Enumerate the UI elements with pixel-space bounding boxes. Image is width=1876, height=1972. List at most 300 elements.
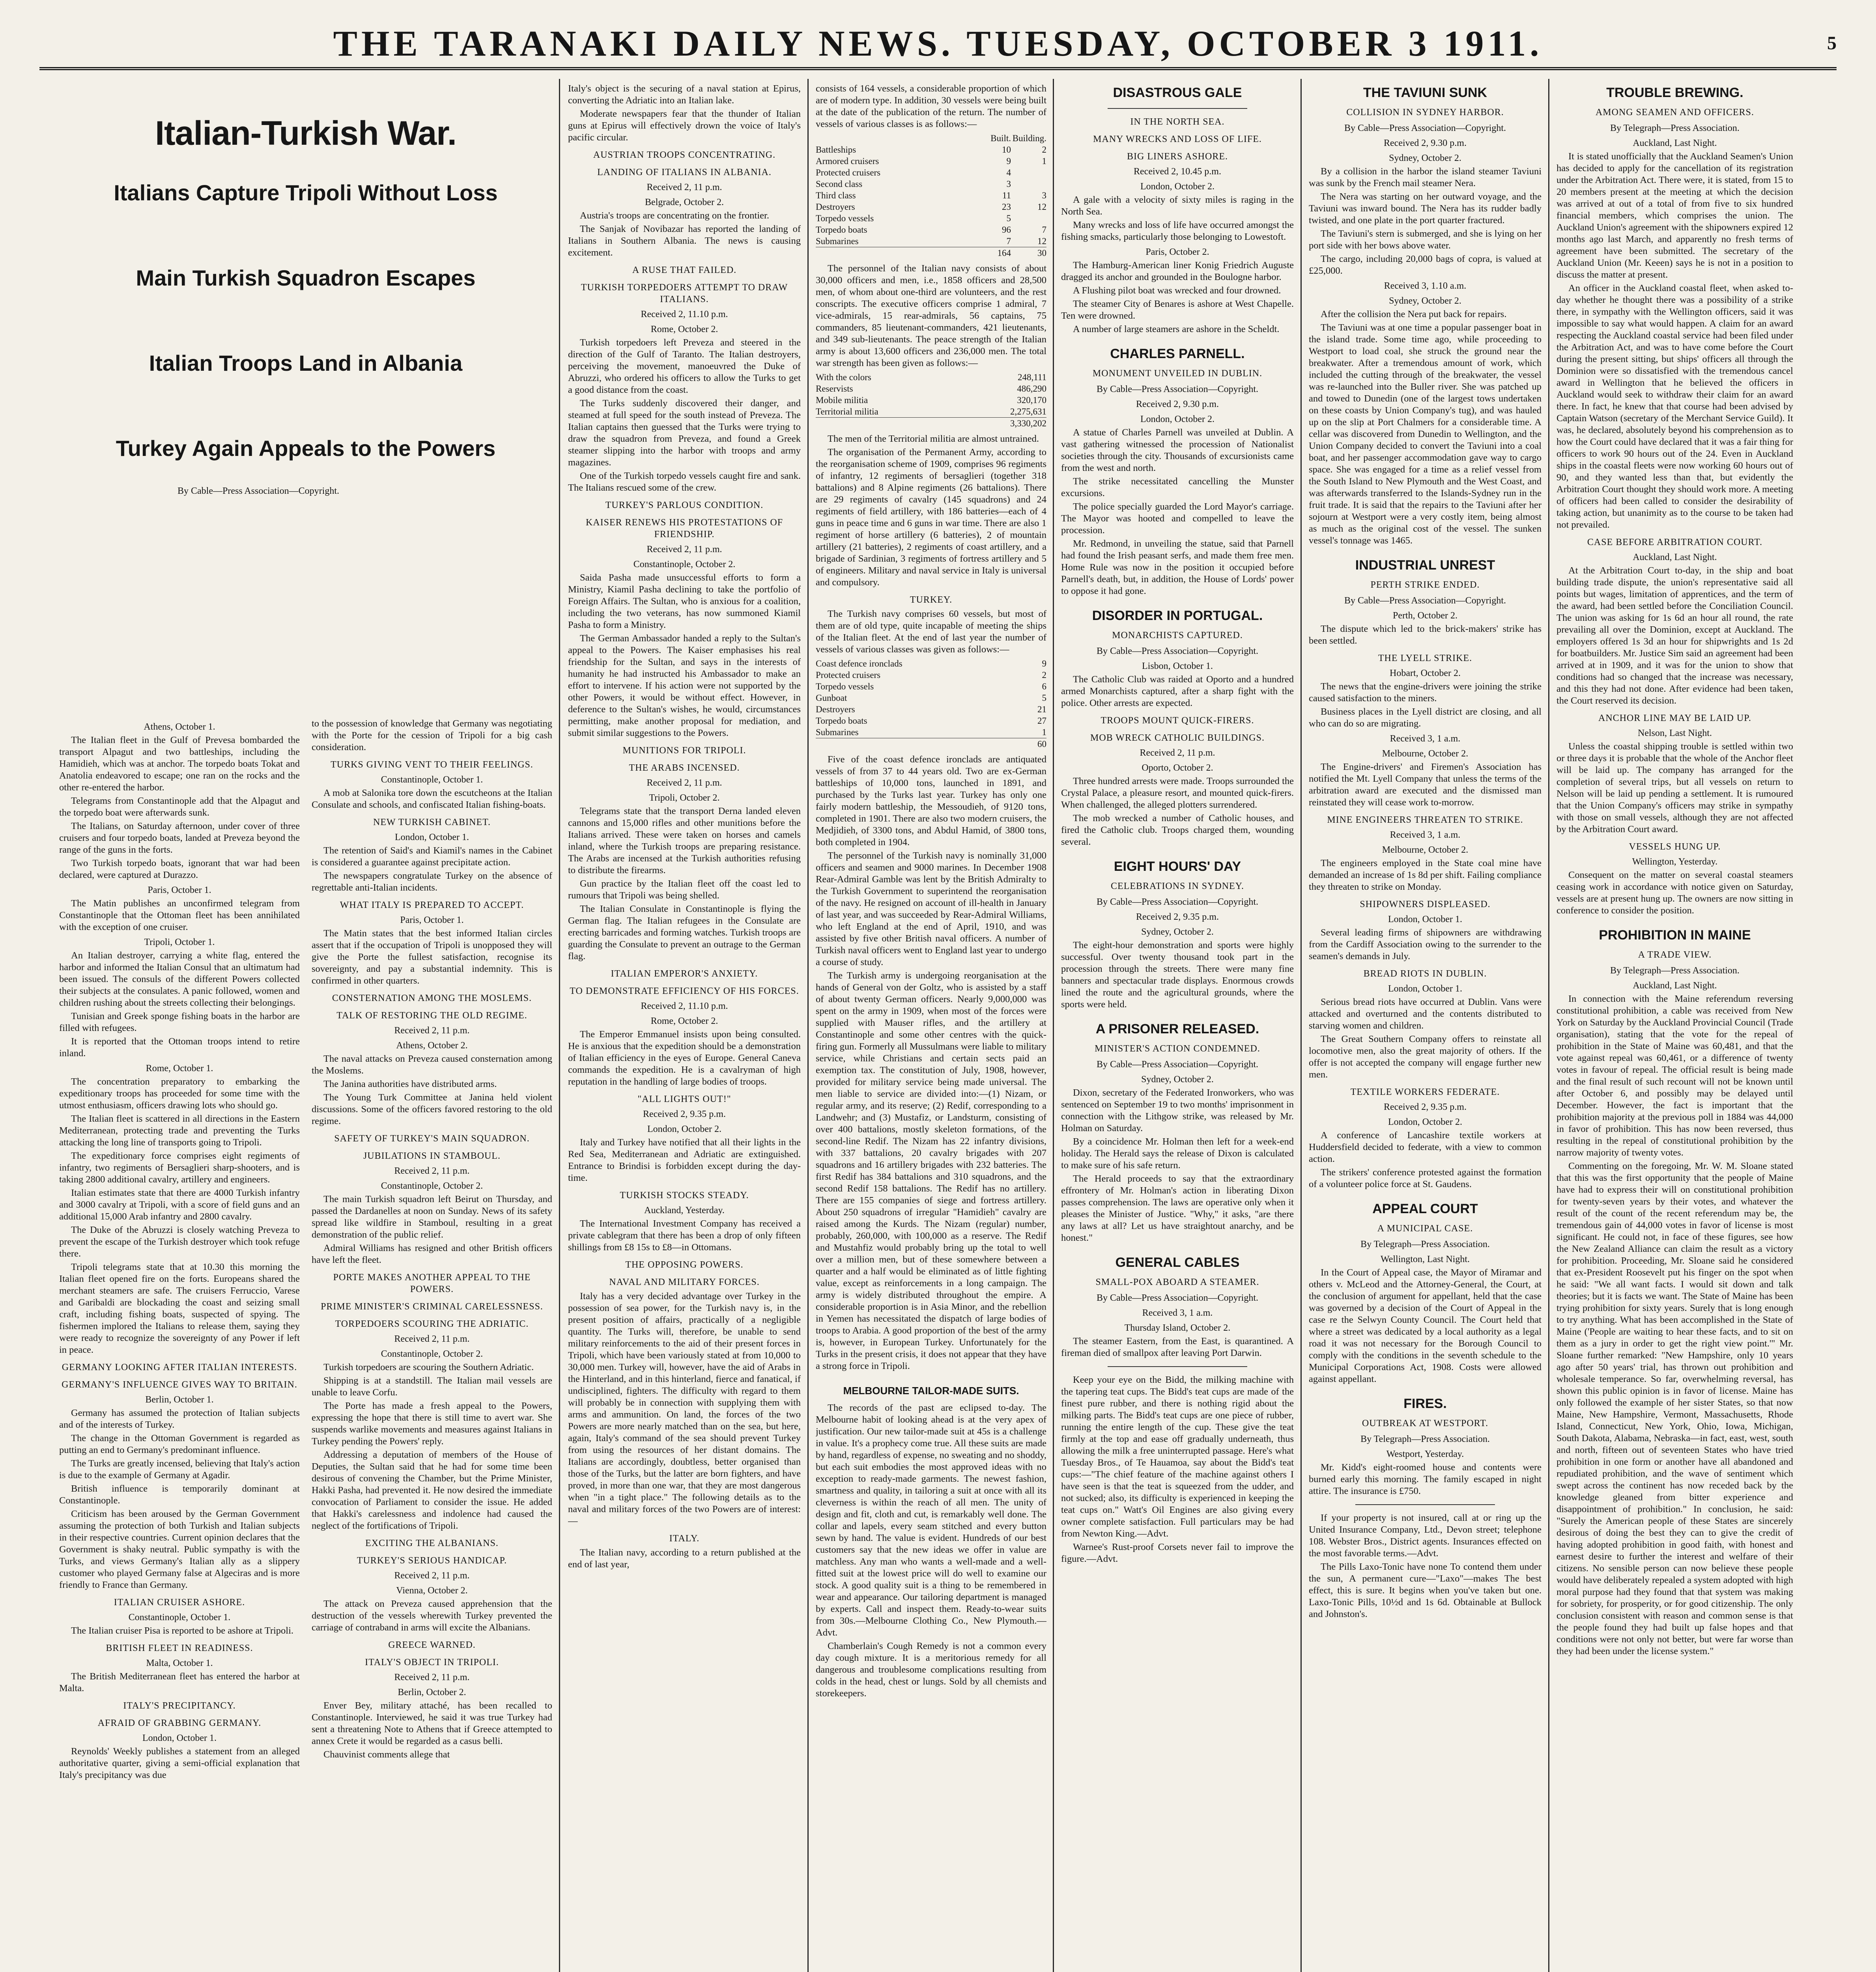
section-heading: PROHIBITION IN MAINE	[1599, 928, 1751, 943]
article-paragraph: Telegrams from Constantinople add that the Alpagut and the torpedo boat were afterwards sunk.	[59, 796, 300, 818]
table-cell: Torpedo vessels	[816, 682, 874, 691]
table-row	[816, 704, 1046, 715]
article-paragraph: The personnel of the Turkish navy is nominally 31,000 officers and seamen and 9000 marines. In December 1908 Rear-Admiral Gamble was lent by the British Admiralty to the Turkish Government to superintend the reorganisation of the navy. He resigned on account of ill-health in January of last year, and was succeeded by Rear-Admiral Williams, who left England at the end of April, 1910, and was assisted by five other British naval officers. A number of Turkish naval officers went to England last year to undergo a course of study.	[816, 850, 1046, 967]
article-paragraph: The Porte has made a fresh appeal to the Powers, expressing the hope that there is still time to avert war. She suspends warlike movements and measures against Italians in Turkey pending the Powers' reply.	[312, 1401, 552, 1447]
section-subhead: VESSELS HUNG UP.	[1629, 842, 1721, 852]
table-cell	[1011, 178, 1046, 190]
table-cell: 11	[1002, 190, 1011, 200]
dateline: Received 2, 9.35 p.m.	[643, 1109, 726, 1119]
article-paragraph: Two Turkish torpedo boats, ignorant that war had been declared, were captured at Durazzo.	[59, 858, 300, 880]
turkish-navy-table	[816, 658, 1046, 750]
section-heading: THE TAVIUNI SUNK	[1363, 85, 1487, 100]
section-subhead: THE OPPOSING POWERS.	[625, 1260, 744, 1270]
article-paragraph: The Turkish navy comprises 60 vessels, but most of them are of old type, quite incapable of meeting the ships of the Italian fleet. At the end of last year the number of vessels of various classes was given as follows:—	[816, 609, 1046, 655]
section-heading: CHARLES PARNELL.	[1110, 346, 1245, 361]
dateline: Received 2, 10.45 p.m.	[1134, 166, 1221, 177]
dateline: Received 3, 1 a.m.	[1390, 830, 1461, 840]
section-heading: TROUBLE BREWING.	[1606, 85, 1743, 100]
dateline: Athens, October 1.	[144, 722, 215, 732]
dateline: Received 2, 11 p.m.	[394, 1166, 470, 1176]
table-row	[816, 726, 1046, 738]
dateline: Received 2, 11 p.m.	[647, 544, 722, 555]
article-paragraph: Austria's troops are concentrating on the frontier.	[580, 210, 769, 221]
table-cell: 4	[1006, 168, 1011, 177]
article-paragraph: Admiral Williams has resigned and other British officers have left the fleet.	[312, 1243, 552, 1265]
article-paragraph: The police specially guarded the Lord Mayor's carriage. The Mayor was hooted and compelled to leave the procession.	[1061, 501, 1294, 536]
section-subhead: TURKISH TORPEDOERS ATTEMPT TO DRAW ITALIANS.	[581, 282, 788, 304]
section-subhead: A RUSE THAT FAILED.	[632, 265, 737, 275]
section-subhead: MOB WRECK CATHOLIC BUILDINGS.	[1090, 733, 1265, 743]
article-paragraph: The Nera was starting on her outward voyage, and the Taviuni was inward bound. The Nera has its rudder badly twisted, and one plate in the port quarter fractured.	[1309, 191, 1542, 226]
article-paragraph: The British Mediterranean fleet has entered the harbor at Malta.	[59, 1671, 300, 1694]
article-paragraph: The news that the engine-drivers were joining the strike caused satisfaction to the miners.	[1309, 681, 1542, 704]
dateline: Auckland, Last Night.	[1633, 138, 1717, 148]
dateline: London, October 2.	[1388, 1117, 1462, 1127]
table-cell: Destroyers	[816, 704, 855, 714]
article-paragraph: Moderate newspapers fear that the thunder of Italian guns at Epirus will effectively drown the voice of Italy's pacific circular.	[568, 108, 801, 143]
table-cell: 9	[1006, 156, 1011, 166]
dateline: London, October 1.	[395, 832, 469, 842]
dateline: Westport, Yesterday.	[1386, 1449, 1464, 1459]
section-subhead: TURKISH STOCKS STEADY.	[620, 1190, 749, 1201]
table-cell: 12	[1037, 236, 1046, 246]
column-5	[1061, 83, 1294, 1972]
article-paragraph: Criticism has been aroused by the German Government assuming the protection of both Turkish and Italian subjects in their respective countries. Current opinion declares that the Government is shaky neutral. Public sympathy is with the Turks, and views Germany's Italian ally as a slippery customer who played Germany false at Algeciras and is more friendly to France than Germany.	[59, 1509, 300, 1590]
table-row	[816, 201, 1046, 213]
article-paragraph: consists of 164 vessels, a considerable proportion of which are of modern type. In addition, 30 vessels were being built at the date of the publication of the return. The number of vessels of various classes is as follows:—	[816, 83, 1046, 129]
masthead-title: THE TARANAKI DAILY NEWS. TUESDAY, OCTOBER 3 1911.	[333, 23, 1543, 63]
table-cell	[1011, 213, 1046, 224]
article-paragraph: Germany has assumed the protection of Italian subjects and of the interests of Turkey.	[59, 1408, 300, 1430]
dateline: Oporto, October 2.	[1142, 763, 1213, 773]
article-paragraph: Saida Pasha made unsuccessful efforts to form a Ministry, Kiamil Pasha declining to take the portfolio of Foreign Affairs. The Sultan, who is anxious for a coalition, including the two veterans, has now summoned Kiamil Pasha to form a Ministry.	[568, 572, 801, 630]
subheadline: Italians Capture Tripoli Without Loss	[114, 180, 498, 205]
advertisement-paragraph: If your property is not insured, call at or ring up the United Insurance Company, Ltd., Devon street; telephone 108. Webster Bros., District agents. Insurances effected on the most favorable terms.—Advt.	[1309, 1513, 1542, 1559]
dateline: Sydney, October 2.	[1141, 1074, 1214, 1085]
article-paragraph: The steamer Eastern, from the East, is quarantined. A fireman died of smallpox after leaving Port Darwin.	[1061, 1336, 1294, 1358]
article-paragraph: The Turks suddenly discovered their danger, and steamed at full speed for the south instead of Preveza. The Italian captains then guessed that the Turks were trying to draw the squadron from Preveza, and found a Greek steamer slipping into the harbor with troops and army magazines.	[568, 398, 801, 468]
article-paragraph: Several leading firms of shipowners are withdrawing from the Cardiff Association owing to the surrender to the seamen's demands in July.	[1309, 927, 1542, 962]
section-subhead: TEXTILE WORKERS FEDERATE.	[1350, 1087, 1500, 1097]
section-subhead: KAISER RENEWS HIS PROTESTATIONS OF FRIENDSHIP.	[585, 517, 783, 540]
article-paragraph: An Italian destroyer, carrying a white flag, entered the harbor and informed the Italian Consul that an ultimatum had been issued. The consuls of the different Powers collected their subjects at the consulates. A panic followed, women and children rushing about the streets collecting their belongings.	[59, 950, 300, 1008]
article-paragraph: A mob at Salonika tore down the escutcheons at the Italian Consulate and schools, and confiscated Italian fishing-boats.	[312, 788, 552, 810]
dateline: London, October 1.	[1388, 984, 1462, 994]
dateline: Received 2, 9.30 p.m.	[1384, 138, 1467, 148]
dateline: Lisbon, October 1.	[1142, 661, 1213, 671]
article-paragraph: Unless the coastal shipping trouble is settled within two or three days it is probable that the whole of the Anchor fleet will be laid up. The company has arranged for the completion of several trips, but all vessels on return to Nelson will be laid up pending a settlement. It is rumoured that the Union Company's officers may strike in sympathy with those on small vessels, although they are not affected by the Arbitration Court award.	[1556, 741, 1793, 835]
table-row	[816, 692, 1046, 704]
table-row	[816, 406, 1046, 418]
table-cell: Submarines	[816, 236, 859, 246]
column-rule	[807, 79, 809, 1972]
section-subhead: BREAD RIOTS IN DUBLIN.	[1363, 969, 1487, 979]
section-heading: DISORDER IN PORTUGAL.	[1092, 608, 1263, 623]
article-paragraph: A statue of Charles Parnell was unveiled at Dublin. A vast gathering witnessed the procession of Nationalist societies through the city. Thousands of excursionists came from the west and north.	[1061, 427, 1294, 473]
article-paragraph: Gun practice by the Italian fleet off the coast led to rumours that Tripoli was being shelled.	[568, 878, 801, 901]
article-paragraph: The organisation of the Permanent Army, according to the reorganisation scheme of 1909, comprises 96 regiments of infantry, 12 regiments of bersaglieri (together 318 battalions) and 8 Alpine regiments (26 battalions). There are 29 regiments of cavalry (145 squadrons) and 24 regiments of field artillery, with 186 batteries—each of 4 guns in peace time and 6 guns in war time. There are also 1 regiment of horse artillery (6 batteries), 2 of mountain artillery (21 batteries), 2 regiments of coast artillery, and a brigade of Sardinian, 3 regiments of fortress artillery and 5 of engineers. Military and naval service in Italy is universal and compulsory.	[816, 447, 1046, 588]
section-subhead: ANCHOR LINE MAY BE LAID UP.	[1598, 713, 1751, 723]
article-paragraph: At the Arbitration Court to-day, in the ship and boat building trade dispute, the union's representative said all points but wages, limitation of apprentices, and the term of the award, had been settled before the Conciliation Council. The union was asking for 1s 6d an hour all round, the rate prevailing all over the Dominion, except at Auckland. The employers offered 1s 3d an hour for shipwrights and 1s 2d for boatbuilders. Mr. Justice Sim said an agreement had been arrived at in 1909, and it was for the union to show that conditions had so changed that the increase was necessary, and this they had not done. After evidence had been taken, the Court reserved its decision.	[1556, 565, 1793, 706]
table-cell: Torpedo boats	[816, 716, 867, 726]
section-subhead: CELEBRATIONS IN SYDNEY.	[1111, 881, 1244, 891]
section-subhead: ITALY'S PRECIPITANCY.	[123, 1701, 236, 1711]
masthead	[39, 24, 1837, 70]
article-paragraph: The naval attacks on Preveza caused consternation among the Moslems.	[312, 1053, 552, 1076]
table-cell: 3	[1006, 179, 1011, 189]
divider	[1108, 1366, 1247, 1367]
table-cell: 164	[997, 248, 1011, 258]
article-paragraph: The Italians, on Saturday afternoon, under cover of three cruisers and four torpedo boats, landed at Preveza beyond the range of the guns in the forts.	[59, 821, 300, 855]
divider	[1355, 1504, 1495, 1505]
article-paragraph: Three hundred arrests were made. Troops surrounded the Crystal Palace, a pleasure resort, and mounted quick-firers. When challenged, the alleged plotters surrendered.	[1061, 776, 1294, 810]
column-1	[59, 718, 300, 1972]
dateline: Constantinople, October 2.	[633, 559, 736, 570]
article-paragraph: The expeditionary force comprises eight regiments of infantry, two regiments of Bersaglieri sharp-shooters, and is taking 2800 additional cavalry, artillery and engineers.	[59, 1150, 300, 1185]
table-total-row	[816, 738, 1046, 750]
dateline: Received 2, 11 p.m.	[394, 1334, 470, 1344]
section-subhead: PRIME MINISTER'S CRIMINAL CARELESSNESS.	[321, 1302, 543, 1312]
section-heading: INDUSTRIAL UNREST	[1355, 558, 1495, 573]
dateline: Thursday Island, October 2.	[1124, 1323, 1231, 1333]
article-paragraph: The Italian fleet is scattered in all directions in the Eastern Mediterranean, protecting trade and preventing the Turks attacking the long line of transports going to Tripoli.	[59, 1113, 300, 1148]
article-paragraph: The Matin publishes an unconfirmed telegram from Constantinople that the Ottoman fleet has been annihilated with the exception of one cruiser.	[59, 898, 300, 932]
advertisement-paragraph: Keep your eye on the Bidd, the milking machine with the tapering teat cups. The Bidd's teat cups are made of the finest pure rubber, and there is nothing rigid about the milking parts. The Bidd's teat cups are one piece of rubber, running the entire length of the cup. These give the teat firmly at the top and ease off gradually underneath, thus allowing the milk a free uninterrupted passage. Here's what Tuesday Bros., of Te Hauamoa, say about the Bidd's teat cups:—"The chief feature of the machine against others I have seen is that the teat is squeezed from the udder, and not sucked; also, its difficulty is experienced in keeping the teat cups on." Watt's Oil Engines are also giving every owner complete satisfaction. Full particulars may be had from Newton King.—Advt.	[1061, 1374, 1294, 1539]
table-cell: Mobile militia	[816, 395, 868, 405]
table-cell: 23	[1002, 202, 1011, 212]
article-paragraph: It is stated unofficially that the Auckland Seamen's Union has decided to apply for the cancellation of its registration under the Arbitration Act. There were, it is stated, from 15 to 20 members present at the meeting at which the decision was arrived at out of a total of from five to six hundred financial members, which comprises the union. The Auckland Union's agreement with the shipowners expired 12 months ago last March, and apparently no fresh terms of agreement have been submitted. The secretary of the Auckland Union (Mr. Keeen) says he is not in a position to discuss the matter at present.	[1556, 151, 1793, 280]
article-paragraph: It is reported that the Ottoman troops intend to retire inland.	[59, 1036, 300, 1059]
table-cell: 27	[1037, 716, 1046, 726]
advertisement-paragraph: The Pills Laxo-Tonic have none To contend them under the sun, A permanent cure—"Laxo"—makes The best effect, this is sure. It begins when you've taken but one. Laxo-Tonic Pills, 10½d and 1s 6d. Obtainable at Bullock and Johnston's.	[1309, 1561, 1542, 1619]
section-heading: MELBOURNE TAILOR-MADE SUITS.	[843, 1385, 1019, 1397]
table-cell	[1011, 167, 1046, 178]
section-subhead: A TRADE VIEW.	[1638, 950, 1712, 960]
byline: By Cable—Press Association—Copyright.	[1344, 123, 1506, 133]
article-paragraph: A gale with a velocity of sixty miles is raging in the North Sea.	[1061, 194, 1294, 217]
war-headline-block	[59, 83, 552, 682]
dateline: London, October 1.	[142, 1733, 217, 1743]
section-subhead: PERTH STRIKE ENDED.	[1370, 580, 1480, 590]
article-paragraph: The dispute which led to the brick-makers' strike has been settled.	[1309, 624, 1542, 646]
byline: By Telegraph—Press Association.	[1610, 965, 1740, 976]
article-paragraph: The cargo, including 20,000 bags of copra, is valued at £25,000.	[1309, 254, 1542, 276]
byline: By Cable—Press Association—Copyright.	[1344, 596, 1506, 606]
dateline: Auckland, Yesterday.	[644, 1205, 725, 1216]
article-paragraph: Serious bread riots have occurred at Dublin. Vans were attacked and overturned and the contents distributed to starving women and children.	[1309, 997, 1542, 1031]
table-cell: Building.	[1012, 133, 1046, 143]
dateline: Wellington, Yesterday.	[1632, 857, 1718, 867]
article-paragraph: An officer in the Auckland coastal fleet, when asked to-day whether he thought there was a possibility of a strike there, in sympathy with the Wellington officers, said it was impossible to say what would happen. A claim for an award respecting the Auckland coastal service had been filed under the Arbitration Act, and was to have come before the Court during the present sitting, but ships' officers all through the Dominion were so dissatisfied with the tremendous cancel award in Wellington that he believed the officers in Auckland would seek to withdraw their claim for an award there. In fact, he knew that that course had been advised by Captain Watson (secretary of the Merchant Service Guild). It was, he declared, absolutely beyond his comprehension as to how the Court could have declared that it was a fair thing for officers to work 90 hours out of the 24. Even in Auckland ships in the coastal fleets were now working 60 hours out of 90, and they wanted less than that, but evidently the Arbitration Court thought they should work more. A meeting of officers had been called to consider the desirability of taking action, but unanimity as to the course to be taken had not prevailed.	[1556, 283, 1793, 530]
section-subhead: COLLISION IN SYDNEY HARBOR.	[1346, 107, 1504, 118]
article-paragraph: After the collision the Nera put back for repairs.	[1321, 309, 1507, 319]
article-paragraph: The strike necessitated cancelling the Munster excursions.	[1061, 476, 1294, 499]
table-cell: Battleships	[816, 145, 856, 155]
article-paragraph: The Italian fleet in the Gulf of Prevesa bombarded the transport Alpagut and two battleships, including the Hamidieh, which was at anchor. The torpedo boats Tokat and Anatolia endeavored to escape; one ran on the rocks and the other re-entered the harbor.	[59, 735, 300, 793]
table-row	[816, 224, 1046, 235]
article-paragraph: British influence is temporarily dominant at Constantinople.	[59, 1483, 300, 1506]
dateline: Received 2, 9.35 p.m.	[1384, 1102, 1467, 1112]
table-cell	[816, 247, 975, 259]
section-subhead: CASE BEFORE ARBITRATION COURT.	[1587, 537, 1763, 547]
table-cell: Reservists	[816, 384, 853, 394]
dateline: Melbourne, October 2.	[1382, 845, 1469, 855]
article-paragraph: A Flushing pilot boat was wrecked and four drowned.	[1073, 285, 1281, 296]
table-cell: 2	[1042, 145, 1046, 155]
dateline: Received 3, 1.10 a.m.	[1384, 281, 1467, 291]
table-cell: Third class	[816, 190, 856, 200]
article-paragraph: The Hamburg-American liner Konig Friedrich Auguste dragged its anchor and grounded in the Boulogne harbor.	[1061, 260, 1294, 282]
article-paragraph: Italy and Turkey have notified that all their lights in the Red Sea, Mediterranean and Adriatic are extinguished. Entrance to Brindisi is forbidden except during the day-time.	[568, 1137, 801, 1183]
article-paragraph: Commenting on the foregoing, Mr. W. M. Sloane stated that this was the first opportunity that the people of Maine have had to express their will on constitutional prohibition for twenty-seven years by their votes, and whatever the result of the count of the recent referendum may be, the tremendous gain of 44,000 votes in favor of license is most significant. He could not, in face of these figures, see how the New Zealand Alliance can claim the result as a victory for prohibition. Proceeding, Mr. Sloane said he considered that ex-President Roosevelt put his finger on the spot when he said: "We all want facts. I would sit down and talk theories; but it is facts we want. The State of Maine has been trying prohibition for sixty years. Surely that is long enough to try anything. What has been accomplished in the State of Maine ('People are waiting to hear these facts, and to sit on them as a jury in order to get the right view point.'" Mr. Sloane further remarked: "New Hampshire, only 10 years ago after 50 years' trial, has thrown out prohibition and wholesale temperance. So far, overwhelming reversal, has shown this public opinion is in favor of license. Maine has only followed the example of her sister States, so that now Maine, New Hampshire, Vermont, Massachusetts, Rhode Island, Connecticut, New York, Ohio, Iowa, Michigan, South Dakota, Alabama, Nebraska—in fact, east, west, south and north, fifteen out of seventeen States who have tried prohibition in one form or another have all abandoned and repudiated prohibition, and the wave of sentiment which swept across the continent has now receded back by the knowledge gleaned from bitter experience and disappointment of prohibition." In conclusion, he said: "Surely the American people of these States are sincerely desirous of doing the best they can to give the credit of having adopted prohibition in good faith, with honest and earnest desire to further the interest and welfare of their citizens. No sensible person can now believe these people would have deliberately repealed a system adopted with high moral purpose had they found that that system was making for sobriety, for prosperity, or for good citizenship. The only conclusion consistent with reason and common sense is that the people found they had built up false hopes and that conditions were not only not better, but were far worse than they had been under the license system."	[1556, 1161, 1793, 1656]
section-subhead: GREECE WARNED.	[388, 1640, 476, 1650]
byline: By Telegraph—Press Association.	[1360, 1434, 1490, 1444]
table-cell: 2,275,631	[1010, 407, 1046, 416]
table-cell: 486,290	[1017, 384, 1046, 394]
article-paragraph: Telegrams state that the transport Derna landed eleven cannons and 15,000 rifles and other munitions before the Italians arrived. These were taken on horses and camels inland, where the Turkish troops are preparing resistance. The Arabs are incensed at the Turkish authorities refusing to distribute the firearms.	[568, 806, 801, 876]
section-subhead: AUSTRIAN TROOPS CONCENTRATING.	[593, 150, 776, 160]
section-subhead: TURKS GIVING VENT TO THEIR FEELINGS.	[331, 760, 533, 770]
table-cell: 10	[1002, 145, 1011, 155]
italian-army-table	[816, 372, 1046, 429]
section-heading: GENERAL CABLES	[1115, 1255, 1240, 1270]
section-subhead: WHAT ITALY IS PREPARED TO ACCEPT.	[340, 900, 524, 910]
article-paragraph: The Italian navy, according to a return published at the end of last year,	[568, 1547, 801, 1570]
table-row	[816, 658, 1046, 669]
section-heading: A PRISONER RELEASED.	[1095, 1021, 1259, 1036]
section-subhead: A MUNICIPAL CASE.	[1377, 1223, 1473, 1234]
table-row	[816, 383, 1046, 394]
subheadline: Turkey Again Appeals to the Powers	[116, 436, 496, 461]
dateline: Constantinople, October 2.	[381, 1349, 483, 1359]
article-paragraph: A conference of Lancashire textile workers at Huddersfield decided to federate, with a view to common action.	[1309, 1130, 1542, 1164]
table-cell: 6	[1042, 682, 1046, 691]
section-subhead: THE ARABS INCENSED.	[629, 763, 740, 773]
table-cell: 5	[1042, 693, 1046, 703]
article-paragraph: Mr. Redmond, in unveiling the statue, said that Parnell had found the Irish peasant serfs, and made them free men. Home Rule was now in the position it occupied before Parnell's death, but, in addition, the House of Lords' power to oppose it had gone.	[1061, 538, 1294, 596]
column-rule	[1548, 79, 1549, 1972]
section-subhead: GERMANY LOOKING AFTER ITALIAN INTERESTS.	[62, 1362, 297, 1373]
article-paragraph: Business places in the Lyell district are closing, and all who can do so are migrating.	[1309, 706, 1542, 729]
byline: By Telegraph—Press Association.	[1610, 123, 1740, 133]
article-paragraph: Mr. Kidd's eight-roomed house and contents were burned early this morning. The family escaped in night attire. The insurance is £750.	[1309, 1462, 1542, 1496]
dateline: Paris, October 1.	[400, 915, 464, 925]
section-subhead: PORTE MAKES ANOTHER APPEAL TO THE POWERS.	[333, 1272, 531, 1294]
section-heading: APPEAL COURT	[1372, 1201, 1478, 1216]
dateline: Sydney, October 2.	[1141, 927, 1214, 937]
section-subhead: ITALY.	[669, 1533, 700, 1544]
byline: By Cable—Press Association—Copyright.	[1097, 1293, 1258, 1303]
table-total-row	[816, 247, 1046, 259]
dateline: Rome, October 1.	[146, 1063, 213, 1074]
article-paragraph: Shipping is at a standstill. The Italian mail vessels are unable to leave Corfu.	[312, 1375, 552, 1398]
dateline: London, October 2.	[1140, 414, 1215, 424]
table-row	[816, 681, 1046, 692]
byline: By Cable—Press Association—Copyright.	[1097, 646, 1258, 656]
dateline: London, October 2.	[1140, 181, 1215, 192]
article-paragraph: By a coincidence Mr. Holman then left for a week-end holiday. The Herald says the release of Dixon is calculated to make sure of his safe return.	[1061, 1136, 1294, 1171]
dateline: Belgrade, October 2.	[645, 197, 724, 207]
column-rule	[1053, 79, 1054, 1972]
article-paragraph: The Matin states that the best informed Italian circles assert that if the occupation of Tripoli is unopposed they will give the Porte the fullest satisfaction, recognise its sovereignty, and pay a substantial indemnity. This is confirmed in other quarters.	[312, 928, 552, 986]
dateline: Auckland, Last Night.	[1633, 980, 1717, 991]
table-cell: 21	[1037, 704, 1046, 714]
article-paragraph: The Janina authorities have distributed arms.	[323, 1079, 497, 1089]
article-paragraph: In connection with the Maine referendum reversing constitutional prohibition, a cable was received from New York on Saturday by the Auckland Provincial Council (Trade organisation), stating that the vote for the repeal of prohibition in the State of Maine was 60,481, and that the vote against repeal was 60,461, or a difference of twenty votes in favour of repeal. The official result is being made and the final result of such recount will not be known until after October 6, and possibly may be delayed until December. However, the fact is important that the prohibition majority at the previous poll in 1884 was 44,000 in favor of prohibition. This has now been reversed, thus resulting in the repeal of constitutional prohibition by the narrow majority of twenty votes.	[1556, 993, 1793, 1158]
section-subhead: TALK OF RESTORING THE OLD REGIME.	[336, 1010, 527, 1021]
table-total-row	[816, 418, 1046, 430]
article-paragraph: The strikers' conference protested against the formation of a volunteer police force at St. Gaudens.	[1309, 1167, 1542, 1190]
section-subhead: BIG LINERS ASHORE.	[1127, 151, 1228, 162]
dateline: Constantinople, October 2.	[381, 1181, 483, 1191]
table-cell: Protected cruisers	[816, 670, 881, 680]
table-cell: Destroyers	[816, 202, 855, 212]
dateline: Paris, October 1.	[148, 885, 211, 895]
section-subhead: SAFETY OF TURKEY'S MAIN SQUADRON.	[334, 1134, 530, 1144]
table-cell: 7	[1006, 236, 1011, 246]
table-row	[816, 167, 1046, 178]
article-paragraph: The Herald proceeds to say that the extraordinary effrontery of Mr. Holman's action in liberating Dixon passes comprehension. The laws are operative only when it pleases the Minister of Justice. "Why," it asks, "are there any laws at all? Let us have straightout anarchy, and be honest."	[1061, 1173, 1294, 1243]
table-cell: 9	[1042, 659, 1046, 669]
dateline: Sydney, October 2.	[1389, 296, 1461, 306]
section-subhead: ITALY'S OBJECT IN TRIPOLI.	[365, 1657, 499, 1668]
dateline: Received 2, 11.10 p.m.	[641, 1001, 728, 1011]
section-heading: EIGHT HOURS' DAY	[1114, 859, 1241, 874]
article-paragraph: The engineers employed in the State coal mine have demanded an increase of 1s 8d per shift. Failing compliance they threaten to strike on Monday.	[1309, 858, 1542, 892]
dateline: London, October 1.	[1388, 914, 1462, 924]
article-paragraph: to the possession of knowledge that Germany was negotiating with the Porte for the cession of Tripoli for a big cash consideration.	[312, 718, 552, 753]
column-rule	[1300, 79, 1302, 1972]
table-cell: 2	[1042, 670, 1046, 680]
subheadline: Italian Troops Land in Albania	[149, 351, 463, 375]
table-row	[816, 372, 1046, 383]
table-cell: Built.	[990, 133, 1011, 143]
section-subhead: ITALIAN CRUISER ASHORE.	[114, 1597, 245, 1608]
dateline: Athens, October 2.	[396, 1040, 468, 1051]
column-7	[1556, 83, 1793, 1972]
article-paragraph: The Emperor Emmanuel insists upon being consulted. He is anxious that the expedition should be a demonstration of Italian efficiency in the eyes of Europe. General Caneva commands the expedition. He is a cavalryman of high reputation in the handling of large bodies of troops.	[568, 1029, 801, 1087]
dateline: Received 2, 11 p.m.	[647, 182, 722, 192]
table-row	[816, 213, 1046, 224]
dateline: Tripoli, October 2.	[649, 793, 720, 803]
table-cell: 320,170	[1017, 395, 1046, 405]
article-paragraph: Italy has a very decided advantage over Turkey in the possession of sea power, for the Turkish navy is, in the present position of affairs, practically of a negligible quantity. The Turks will, therefore, be unable to send military reinforcements to the aid of their present forces in Tripoli, which have been variously stated at from 10,000 to 30,000 men. Turkey will, however, have the aid of Arabs in the Hinterland, and in this hinterland, fierce and fanatical, if undisciplined, fighters. The difficulty with regard to them will probably be in connection with supplying them with arms and ammunition. On land, the forces of the two Powers are more nearly matched than on the sea, but here, again, Italy's command of the sea should prevent Turkey from using the resources of her distant domains. The Italians are accordingly, doubtless, better organised than those of the Turks, but the latter are born fighters, and have proved, in more than one war, that they are most dangerous when "in a tight place." The following details as to the naval and military forces of the two Powers are of interest:—	[568, 1291, 801, 1526]
section-subhead: TURKEY'S SERIOUS HANDICAP.	[357, 1556, 507, 1566]
dateline: Received 3, 1 a.m.	[1142, 1308, 1213, 1318]
table-cell: Torpedo boats	[816, 225, 867, 235]
dateline: Received 2, 9.35 p.m.	[1136, 912, 1219, 922]
article-paragraph: The Duke of the Abruzzi is closely watching Preveza to prevent the escape of the Turkish destroyer which took refuge there.	[59, 1225, 300, 1259]
column-2	[312, 718, 552, 1972]
table-cell: 1	[1042, 156, 1046, 166]
table-cell: 96	[1002, 225, 1011, 235]
table-header-row	[816, 133, 1046, 144]
dateline: Received 2, 11 p.m.	[394, 1025, 470, 1036]
section-subhead: THE LYELL STRIKE.	[1378, 653, 1472, 663]
article-paragraph: Turkish torpedoers left Preveza and steered in the direction of the Gulf of Taranto. The Italian destroyers, perceiving the movement, manoeuvred the Duke of Abruzzi, who ordered his officers to allow the Turks to get a good distance from the coast.	[568, 337, 801, 395]
table-row	[816, 155, 1046, 167]
divider	[1108, 108, 1247, 109]
dateline: Received 2, 11 p.m.	[647, 778, 722, 788]
table-cell: Territorial militia	[816, 407, 878, 416]
section-subhead: NAVAL AND MILITARY FORCES.	[609, 1277, 760, 1287]
section-heading: FIRES.	[1403, 1396, 1447, 1411]
article-paragraph: Addressing a deputation of members of the House of Deputies, the Sultan said that he had for some time been desirous of convening the Chamber, but the Prime Minister, Hakki Pasha, had prevented it. He now desired the immediate convocation of Parliament to consider the issue. He added that Hakki's carelessness and indolence had caused the neglect of the fortifications of Tripoli.	[312, 1449, 552, 1531]
dateline: Received 2, 9.30 p.m.	[1136, 399, 1219, 409]
article-paragraph: Dixon, secretary of the Federated Ironworkers, who was sentenced on September 19 to two months' imprisonment in connection with the Lithgow strike, was released by Mr. Holman on Saturday.	[1061, 1087, 1294, 1134]
column-6	[1309, 83, 1542, 1972]
section-subhead: SHIPOWNERS DISPLEASED.	[1360, 899, 1491, 909]
article-paragraph: The personnel of the Italian navy consists of about 30,000 officers and men, i.e., 1858 officers and 28,500 men, of whom about one-third are volunteers, and the rest conscripts. The executive officers comprise 1 admiral, 7 vice-admirals, 15 rear-admirals, 56 captains, 75 commanders, 85 lieutenant-commanders, 421 lieutenants, and 349 sub-lieutenants. The peace strength of the Italian army is about 13,600 officers and 236,000 men. The total war strength has been given as follows:—	[816, 263, 1046, 368]
dateline: Tripoli, October 1.	[144, 937, 215, 947]
article-paragraph: The Great Southern Company offers to reinstate all locomotive men, also the great majority of others. If the offer is not accepted the company will engage further new men.	[1309, 1034, 1542, 1080]
article-paragraph: Reynolds' Weekly publishes a statement from an alleged authoritative quarter, giving a semi-official explanation that Italy's precipitancy was due	[59, 1746, 300, 1780]
advertisement-paragraph: Warnee's Rust-proof Corsets never fail to improve the figure.—Advt.	[1061, 1542, 1294, 1564]
table-cell: Submarines	[816, 727, 859, 737]
article-paragraph: Italian estimates state that there are 4000 Turkish infantry and 3000 cavalry at Tripoli, with a score of field guns and an additional 15,000 Arab infantry and 2800 cavalry.	[59, 1188, 300, 1222]
page-number: 5	[1827, 33, 1837, 54]
dateline: Received 2, 11 p.m.	[1140, 748, 1215, 758]
section-subhead: MONUMENT UNVEILED IN DUBLIN.	[1092, 368, 1263, 379]
subheadline: Main Turkish Squadron Escapes	[136, 265, 476, 290]
table-row	[816, 394, 1046, 406]
dateline: Rome, October 2.	[650, 1016, 718, 1026]
article-paragraph: The Catholic Club was raided at Oporto and a hundred armed Monarchists captured, after a sharp fight with the police. Other arrests are expected.	[1061, 674, 1294, 708]
table-cell	[816, 133, 975, 144]
headline-title: Italian-Turkish War.	[155, 114, 456, 152]
article-paragraph: The change in the Ottoman Government is regarded as putting an end to Germany's predominant influence.	[59, 1433, 300, 1455]
article-paragraph: The steamer City of Benares is ashore at West Chapelle. Ten were drowned.	[1061, 299, 1294, 321]
article-paragraph: Tripoli telegrams state that at 10.30 this morning the Italian fleet opened fire on the forts. Europeans shared the merchant steamers are safe. The cruisers Ferruccio, Varese and Garibaldi are blockading the coast and seizing small craft, including fishing boats, suspected of spying. The fishermen implored the Italians to release them, saying they were ready to recognize the sovereignty of any Power if left in peace.	[59, 1262, 300, 1355]
section-subhead: IN THE NORTH SEA.	[1130, 117, 1225, 127]
table-cell: 60	[1037, 739, 1046, 749]
article-paragraph: Tunisian and Greek sponge fishing boats in the harbor are filled with refugees.	[59, 1011, 300, 1033]
article-paragraph: The Taviuni's stern is submerged, and she is lying on her port side with her bows above water.	[1309, 228, 1542, 251]
dateline: Constantinople, October 1.	[381, 775, 483, 785]
table-cell: With the colors	[816, 372, 871, 382]
italian-navy-table	[816, 133, 1046, 259]
article-paragraph: The Young Turk Committee at Janina held violent discussions. Some of the officers favored restoring to the old regime.	[312, 1092, 552, 1126]
section-subhead: MONARCHISTS CAPTURED.	[1112, 630, 1243, 641]
section-subhead: TO DEMONSTRATE EFFICIENCY OF HIS FORCES.	[570, 986, 799, 996]
article-paragraph: The eight-hour demonstration and sports were highly successful. Over twenty thousand took part in the procession through the streets. There were many fine banners and spectacular trade displays. Enormous crowds lined the route and the agricultural grounds, where the sports were held.	[1061, 940, 1294, 1010]
table-row	[816, 235, 1046, 247]
table-row	[816, 190, 1046, 201]
section-subhead: BRITISH FLEET IN READINESS.	[106, 1643, 253, 1653]
table-row	[816, 669, 1046, 681]
dateline: Hobart, October 2.	[1390, 668, 1461, 678]
article-paragraph: The International Investment Company has received a private cablegram that there has been a drop of only fifteen shillings from £8 15s to £8—in Ottomans.	[568, 1218, 801, 1253]
article-paragraph: Chamberlain's Cough Remedy is not a common every day cough mixture. It is a meritorious remedy for all dangerous and troublesome complications resulting from colds in the head, chest or lungs. Sold by all chemists and storekeepers.	[816, 1641, 1046, 1699]
dateline: Vienna, October 2.	[396, 1585, 468, 1596]
article-paragraph: The men of the Territorial militia are almost untrained.	[828, 433, 1039, 444]
article-paragraph: The Turks are greatly incensed, believing that Italy's action is due to the example of Germany at Agadir.	[59, 1458, 300, 1481]
table-cell: 3,330,202	[1010, 418, 1046, 428]
dateline: Berlin, October 1.	[145, 1395, 214, 1405]
byline: By Cable—Press Association—Copyright.	[178, 486, 339, 496]
table-cell: 248,111	[1017, 372, 1046, 382]
dateline: Received 2, 11 p.m.	[394, 1571, 470, 1581]
article-paragraph: The Italian cruiser Pisa is reported to be ashore at Tripoli.	[71, 1625, 294, 1636]
section-subhead: JUBILATIONS IN STAMBOUL.	[363, 1151, 501, 1161]
section-subhead: CONSTERNATION AMONG THE MOSLEMS.	[332, 993, 532, 1003]
article-paragraph: By a collision in the harbor the island steamer Taviuni was sunk by the French mail steamer Nera.	[1309, 166, 1542, 189]
dateline: London, October 2.	[647, 1124, 721, 1134]
table-cell: Armored cruisers	[816, 156, 879, 166]
article-paragraph: The Engine-drivers' and Firemen's Association has notified the Mt. Lyell Company that unless the terms of the arbitration award are executed and the dismissed man reinstated they will cease work to-morrow.	[1309, 762, 1542, 808]
dateline: Wellington, Last Night.	[1380, 1254, 1470, 1264]
section-subhead: TROOPS MOUNT QUICK-FIRERS.	[1101, 715, 1254, 726]
